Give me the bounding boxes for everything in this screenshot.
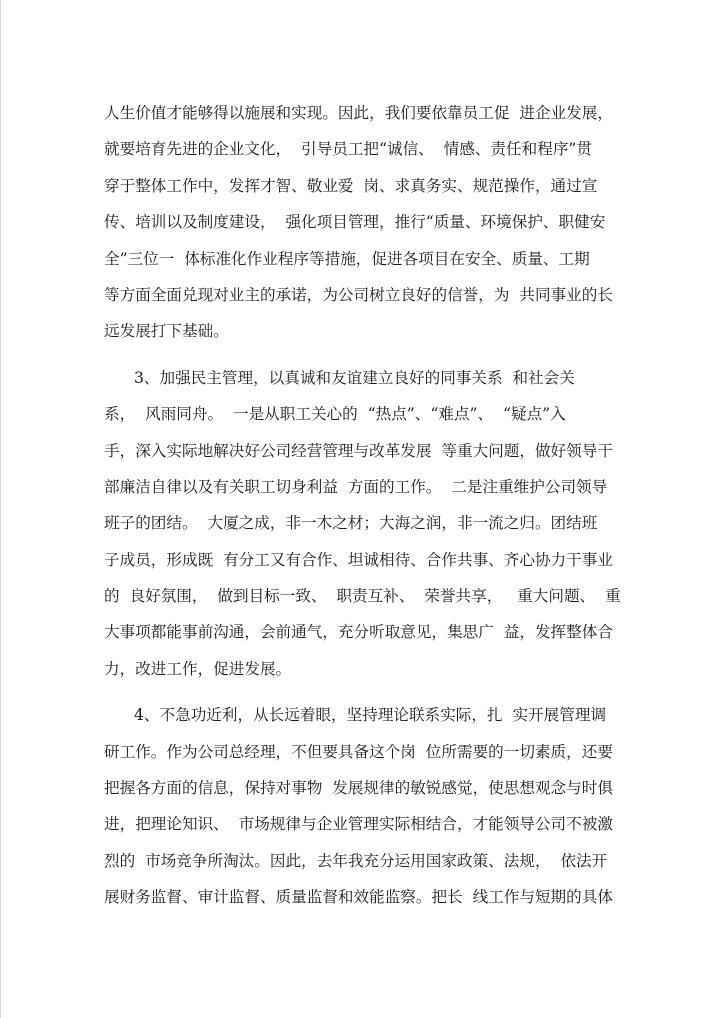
text-line: 力，改进工作，促进发展。 — [104, 659, 292, 678]
text-line: 传、培训以及制度建设， 强化项目管理，推行“质量、环境保护、职健安 — [104, 213, 606, 232]
text-line: 的 良好氛围， 做到目标一致、 职责互补、 荣誉共享， 重大问题、 重 — [104, 587, 621, 606]
paragraph-spacer — [104, 350, 624, 360]
text-line: 等方面全面兑现对业主的承诺，为公司树立良好的信誉，为 共同事业的长 — [104, 285, 613, 304]
paragraph-continued — [104, 95, 624, 350]
text-line: 系， 风雨同舟。 一是从职工关心的 “热点”、“难点”、 “疑点”入 — [104, 405, 566, 424]
text-line: 3、加强民主管理，以真诚和友谊建立良好的同事关系 和社会关 — [134, 368, 575, 387]
text-line: 子成员，形成既 有分工又有合作、坦诚相待、合作共事、齐心协力干事业 — [104, 550, 613, 569]
paragraph-item-4 — [104, 697, 624, 915]
text-line: 远发展打下基础。 — [104, 322, 229, 341]
paragraph-item-3 — [104, 360, 624, 688]
text-line: 全”三位一 体标准化作业程序等措施，促进各项目在安全、质量、工期 — [104, 249, 590, 268]
text-line: 进，把理论知识、 市场规律与企业管理实际相结合，才能领导公司不被激 — [104, 815, 613, 834]
text-line: 研工作。作为公司总经理，不但要具备这个岗 位所需要的一切素质，还要 — [104, 742, 613, 761]
document-body — [104, 95, 624, 916]
text-line: 展财务监督、审计监督、质量监督和效能监察。把长 线工作与短期的具体 — [104, 888, 613, 907]
text-line: 大事项都能事前沟通，会前通气，充分听取意见，集思广 益，发挥整体合 — [104, 623, 613, 642]
text-line: 部廉洁自律以及有关职工切身利益 方面的工作。 二是注重维护公司领导 — [104, 477, 608, 496]
text-line: 手，深入实际地解决好公司经营管理与改革发展 等重大问题，做好领导干 — [104, 441, 613, 460]
paragraph-spacer — [104, 687, 624, 697]
text-line: 穿于整体工作中，发挥才智、敬业爱 岗、求真务实、规范操作，通过宣 — [104, 176, 598, 195]
text-line: 烈的 市场竞争所淘汰。因此，去年我充分运用国家政策、法规， 依法开 — [104, 851, 608, 870]
text-line: 班子的团结。 大厦之成，非一木之材；大海之润，非一流之归。团结班 — [104, 514, 598, 533]
text-line: 把握各方面的信息，保持对事物 发展规律的敏锐感觉，使思想观念与时俱 — [104, 779, 613, 798]
text-line: 人生价值才能够得以施展和实现。因此，我们要依靠员工促 进企业发展， — [104, 104, 613, 122]
text-line: 4、不急功近利，从长远着眼，坚持理论联系实际，扎 实开展管理调 — [134, 706, 607, 725]
text-line: 就要培育先进的企业文化， 引导员工把“诚信、 情感、责任和程序”贯 — [104, 140, 592, 159]
